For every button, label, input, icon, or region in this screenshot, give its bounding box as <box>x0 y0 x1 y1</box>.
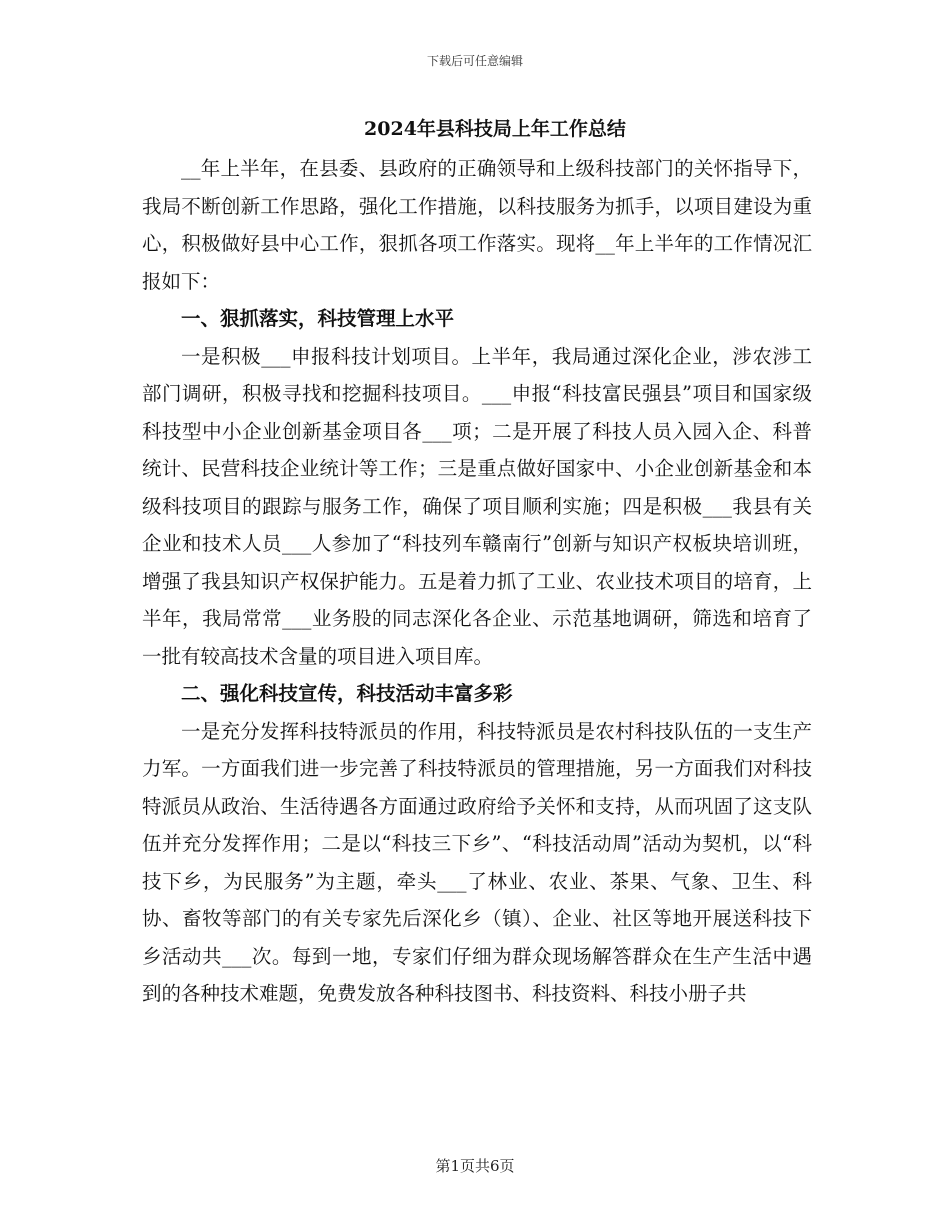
page-number: 第1页共6页 <box>435 1157 515 1175</box>
section-paragraph-2: 一是充分发挥科技特派员的作用，科技特派员是农村科技队伍的一支生产力军。一方面我们进一步完善了科技特派员的管理措施，另一方面我们对科技特派员从政治、生活待遇各方面通过政府给予关怀和支持，从而巩固了这支队伍并充分发挥作用；二是以“科技三下乡”、“科技活动周”活动为契机，以“科技下乡，为民服务”为主题，牵头___了林业、农业、茶果、气象、卫生、科协、畜牧等部门的有关专家先后深化乡（镇）、企业、社区等地开展送科技下乡活动共___次。每到一地，专家们仔细为群众现场解答群众在生产生活中遇到的各种技术难题，免费发放各种科技图书、科技资料、科技小册子共 <box>142 719 812 1005</box>
intro-paragraph: __年上半年，在县委、县政府的正确领导和上级科技部门的关怀指导下，我局不断创新工作思路，强化工作措施，以科技服务为抓手，以项目建设为重心，积极做好县中心工作，狠抓各项工作落实。现将__年上半年的工作情况汇报如下： <box>142 157 812 293</box>
section-heading-1: 一、狠抓落实，科技管理上水平 <box>181 307 455 330</box>
document-body <box>142 150 812 1013</box>
section-heading-2: 二、强化科技宣传，科技活动丰富多彩 <box>181 682 513 705</box>
page-header-note: 下载后可任意编辑 <box>426 54 523 68</box>
section-paragraph-1: 一是积极___申报科技计划项目。上半年，我局通过深化企业，涉农涉工部门调研，积极寻找和挖掘科技项目。___申报“科技富民强县”项目和国家级科技型中小企业创新基金项目各___项；二是开展了科技人员入园入企、科普统计、民营科技企业统计等工作；三是重点做好国家中、小企业创新基金和本级科技项目的跟踪与服务工作，确保了项目顺利实施；四是积极___我县有关企业和技术人员___人参加了“科技列车赣南行”创新与知识产权板块培训班，增强了我县知识产权保护能力。五是着力抓了工业、农业技术项目的培育，上半年，我局常常___业务股的同志深化各企业、示范基地调研，筛选和培育了一批有较高技术含量的项目进入项目库。 <box>142 344 812 668</box>
document-title: 2024年县科技局上年工作总结 <box>364 118 626 140</box>
